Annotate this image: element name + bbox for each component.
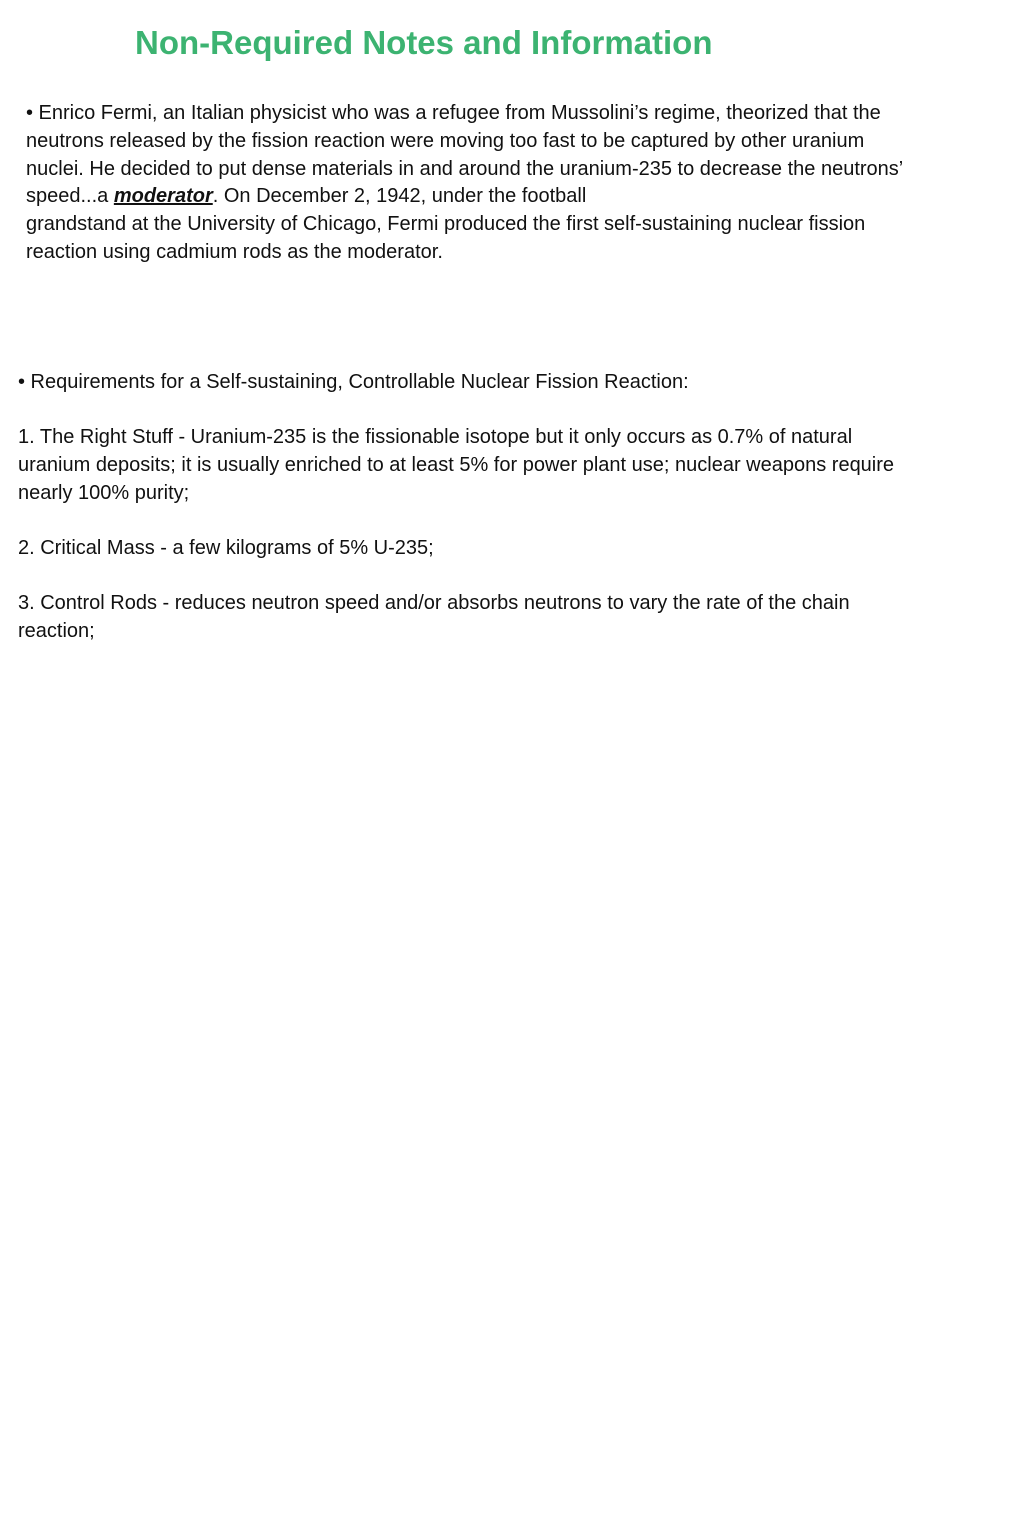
requirement-line: 3. Control Rods - reduces neutron speed and/or absorbs neutrons to vary the rate of the chain: [18, 592, 850, 614]
fermi-line: neutrons released by the fission reaction were moving too fast to be captured by other uranium: [26, 129, 865, 152]
fermi-line: reaction using cadmium rods as the moderator.: [26, 240, 443, 263]
moderator-term: moderator: [113, 185, 213, 208]
requirement-line: nearly 100% purity;: [18, 481, 190, 504]
requirement-item-control-rods: [18, 590, 850, 646]
requirement-line: 1. The Right Stuff - Uranium-235 is the fissionable isotope but it only occurs as 0.7% of natural: [18, 426, 853, 448]
fermi-paragraph: [26, 100, 903, 267]
requirement-item-right-stuff: [18, 424, 894, 507]
requirement-item-critical-mass: 2. Critical Mass - a few kilograms of 5% U-235;: [18, 537, 434, 559]
requirement-line: uranium deposits; it is usually enriched to at least 5% for power plant use; nuclear weapons require: [18, 453, 895, 476]
fermi-line: [26, 183, 903, 211]
fermi-line: • Enrico Fermi, an Italian physicist who was a refugee from Mussolini’s regime, theorized that the: [26, 102, 881, 124]
requirements-heading: • Requirements for a Self-sustaining, Controllable Nuclear Fission Reaction:: [18, 371, 689, 393]
fermi-line-suffix: . On December 2, 1942, under the football: [212, 185, 587, 208]
page-title: Non-Required Notes and Information: [135, 24, 713, 61]
requirement-line: reaction;: [18, 619, 95, 642]
fermi-line: grandstand at the University of Chicago, Fermi produced the first self-sustaining nuclear fission: [26, 213, 866, 236]
fermi-line-prefix: speed...a: [26, 185, 114, 208]
fermi-line: nuclei. He decided to put dense materials in and around the uranium-235 to decrease the neutrons’: [26, 157, 904, 180]
